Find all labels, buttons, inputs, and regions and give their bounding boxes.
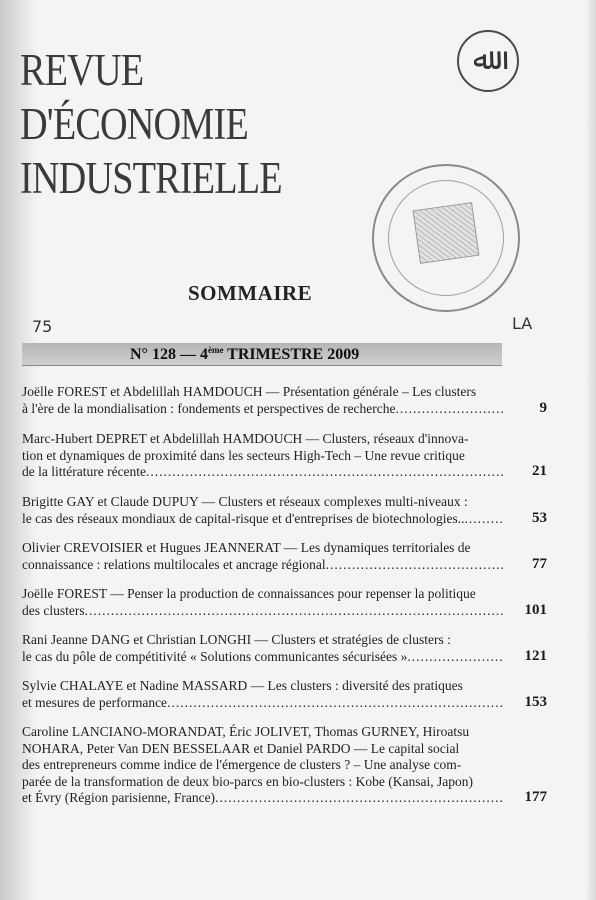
toc-entry-line xyxy=(22,431,503,448)
dot-leader xyxy=(85,603,503,620)
journal-title-line-3: INDUSTRIELLE xyxy=(20,153,282,203)
dot-leader xyxy=(167,695,503,712)
toc-entry-text: Brigitte GAY et Claude DUPUY — Clusters et réseaux complexes multi-niveaux : xyxy=(22,494,468,509)
toc-page-number: 21 xyxy=(532,463,547,479)
handwritten-note-left: 75 xyxy=(32,317,53,336)
toc-entry-line xyxy=(22,384,503,401)
toc-entry[interactable] xyxy=(22,586,503,619)
toc-entry-text: Rani Jeanne DANG et Christian LONGHI — Clusters et stratégies de clusters : xyxy=(22,632,451,647)
toc-entry[interactable] xyxy=(22,678,503,711)
library-stamp-small: ﷲ xyxy=(457,30,519,92)
dot-leader xyxy=(215,790,503,807)
issue-number: N° 128 — 4ème TRIMESTRE 2009 xyxy=(130,345,360,363)
toc-entry-line xyxy=(22,741,503,758)
toc-entry-line xyxy=(22,494,503,511)
toc-entry-text: Caroline LANCIANO-MORANDAT, Éric JOLIVET, Thomas GURNEY, Hiroatsu xyxy=(22,724,470,739)
toc-entry-last-line xyxy=(22,464,503,481)
toc-page-number: 101 xyxy=(524,601,547,618)
toc-entry-line xyxy=(22,448,503,465)
toc-page-number: 121 xyxy=(524,647,547,664)
toc-page-number: 53 xyxy=(532,509,547,526)
toc-entry-text: des clusters xyxy=(22,602,85,618)
toc-entry[interactable] xyxy=(22,724,503,807)
toc-entry-last-line xyxy=(22,401,503,418)
toc-page-number: 9 xyxy=(539,399,547,416)
toc-entry-line xyxy=(22,678,503,695)
dot-leader xyxy=(146,464,503,481)
toc-entry-line xyxy=(22,757,503,774)
toc-page-number: 153 xyxy=(524,693,547,710)
toc-entry-text: de la littérature récente xyxy=(22,464,147,479)
journal-title-line-1: REVUE xyxy=(20,45,144,95)
stamp-seal-square xyxy=(413,202,480,264)
toc-entry-text: parée de la transformation de deux bio-parcs en bio-clusters : Kobe (Kansai, Japon) xyxy=(22,773,473,789)
toc-entry-text: tion et dynamiques de proximité dans les secteurs High-Tech – Une revue critique xyxy=(22,447,465,463)
toc-entry-line xyxy=(22,774,503,791)
toc-entry-text: le cas des réseaux mondiaux de capital-risque et d'entreprises de biotechnologies.. xyxy=(22,510,465,526)
toc-entry-text: Joëlle FOREST — Penser la production de connaissances pour repenser la politique xyxy=(22,586,476,601)
toc-entry-text: et mesures de performance xyxy=(22,694,168,710)
toc-entry-text: Marc-Hubert DEPRET et Abdelillah HAMDOUCH — Clusters, réseaux d'innova- xyxy=(22,431,469,446)
toc-entry[interactable] xyxy=(22,384,503,417)
toc-entry-line xyxy=(22,724,503,741)
toc-entry-text: NOHARA, Peter Van DEN BESSELAAR et Daniel PARDO — Le capital social xyxy=(22,740,460,756)
toc-entry-line xyxy=(22,540,503,557)
toc-entry-line xyxy=(22,632,503,649)
toc-entry-last-line xyxy=(22,649,503,666)
dot-leader xyxy=(465,511,503,528)
sommaire-heading: SOMMAIRE xyxy=(188,281,313,305)
toc-entry-text: à l'ère de la mondialisation : fondements et perspectives de recherche xyxy=(22,400,396,416)
toc-entry-text: Sylvie CHALAYE et Nadine MASSARD — Les clusters : diversité des pratiques xyxy=(22,678,463,693)
dot-leader xyxy=(326,557,503,574)
page-edge-shadow xyxy=(586,0,596,900)
toc-entry-text: Joëlle FOREST et Abdelillah HAMDOUCH — Présentation générale – Les clusters xyxy=(22,384,477,399)
toc-entry[interactable] xyxy=(22,540,503,573)
journal-title-line-2: D'ÉCONOMIE xyxy=(20,99,248,149)
toc-entry-text: des entrepreneurs comme indice de l'émergence de clusters ? – Une analyse com- xyxy=(22,757,462,772)
toc-entry-line xyxy=(22,586,503,603)
toc-entry[interactable] xyxy=(22,632,503,665)
toc-entry-last-line xyxy=(22,790,503,807)
toc-entry-text: le cas du pôle de compétitivité « Solutions communicantes sécurisées » xyxy=(22,648,408,664)
toc-entry[interactable] xyxy=(22,494,503,527)
dot-leader xyxy=(407,649,503,666)
toc-entry-text: et Évry (Région parisienne, France) xyxy=(22,790,216,805)
toc-entry-last-line xyxy=(22,511,503,528)
toc-entry-text: Olivier CREVOISIER et Hugues JEANNERAT — Les dynamiques territoriales de xyxy=(22,540,471,555)
toc-entry-last-line xyxy=(22,557,503,574)
toc-entry-last-line xyxy=(22,695,503,712)
dot-leader xyxy=(396,401,503,418)
toc-entry[interactable] xyxy=(22,431,503,481)
toc-page-number: 77 xyxy=(532,555,547,572)
toc-entry-text: connaissance : relations multilocales et ancrage régional xyxy=(22,556,326,572)
library-stamp-large xyxy=(372,164,520,312)
toc-page-number: 177 xyxy=(524,789,547,805)
handwritten-note-right: LA xyxy=(512,314,533,333)
toc-entry-last-line xyxy=(22,603,503,620)
